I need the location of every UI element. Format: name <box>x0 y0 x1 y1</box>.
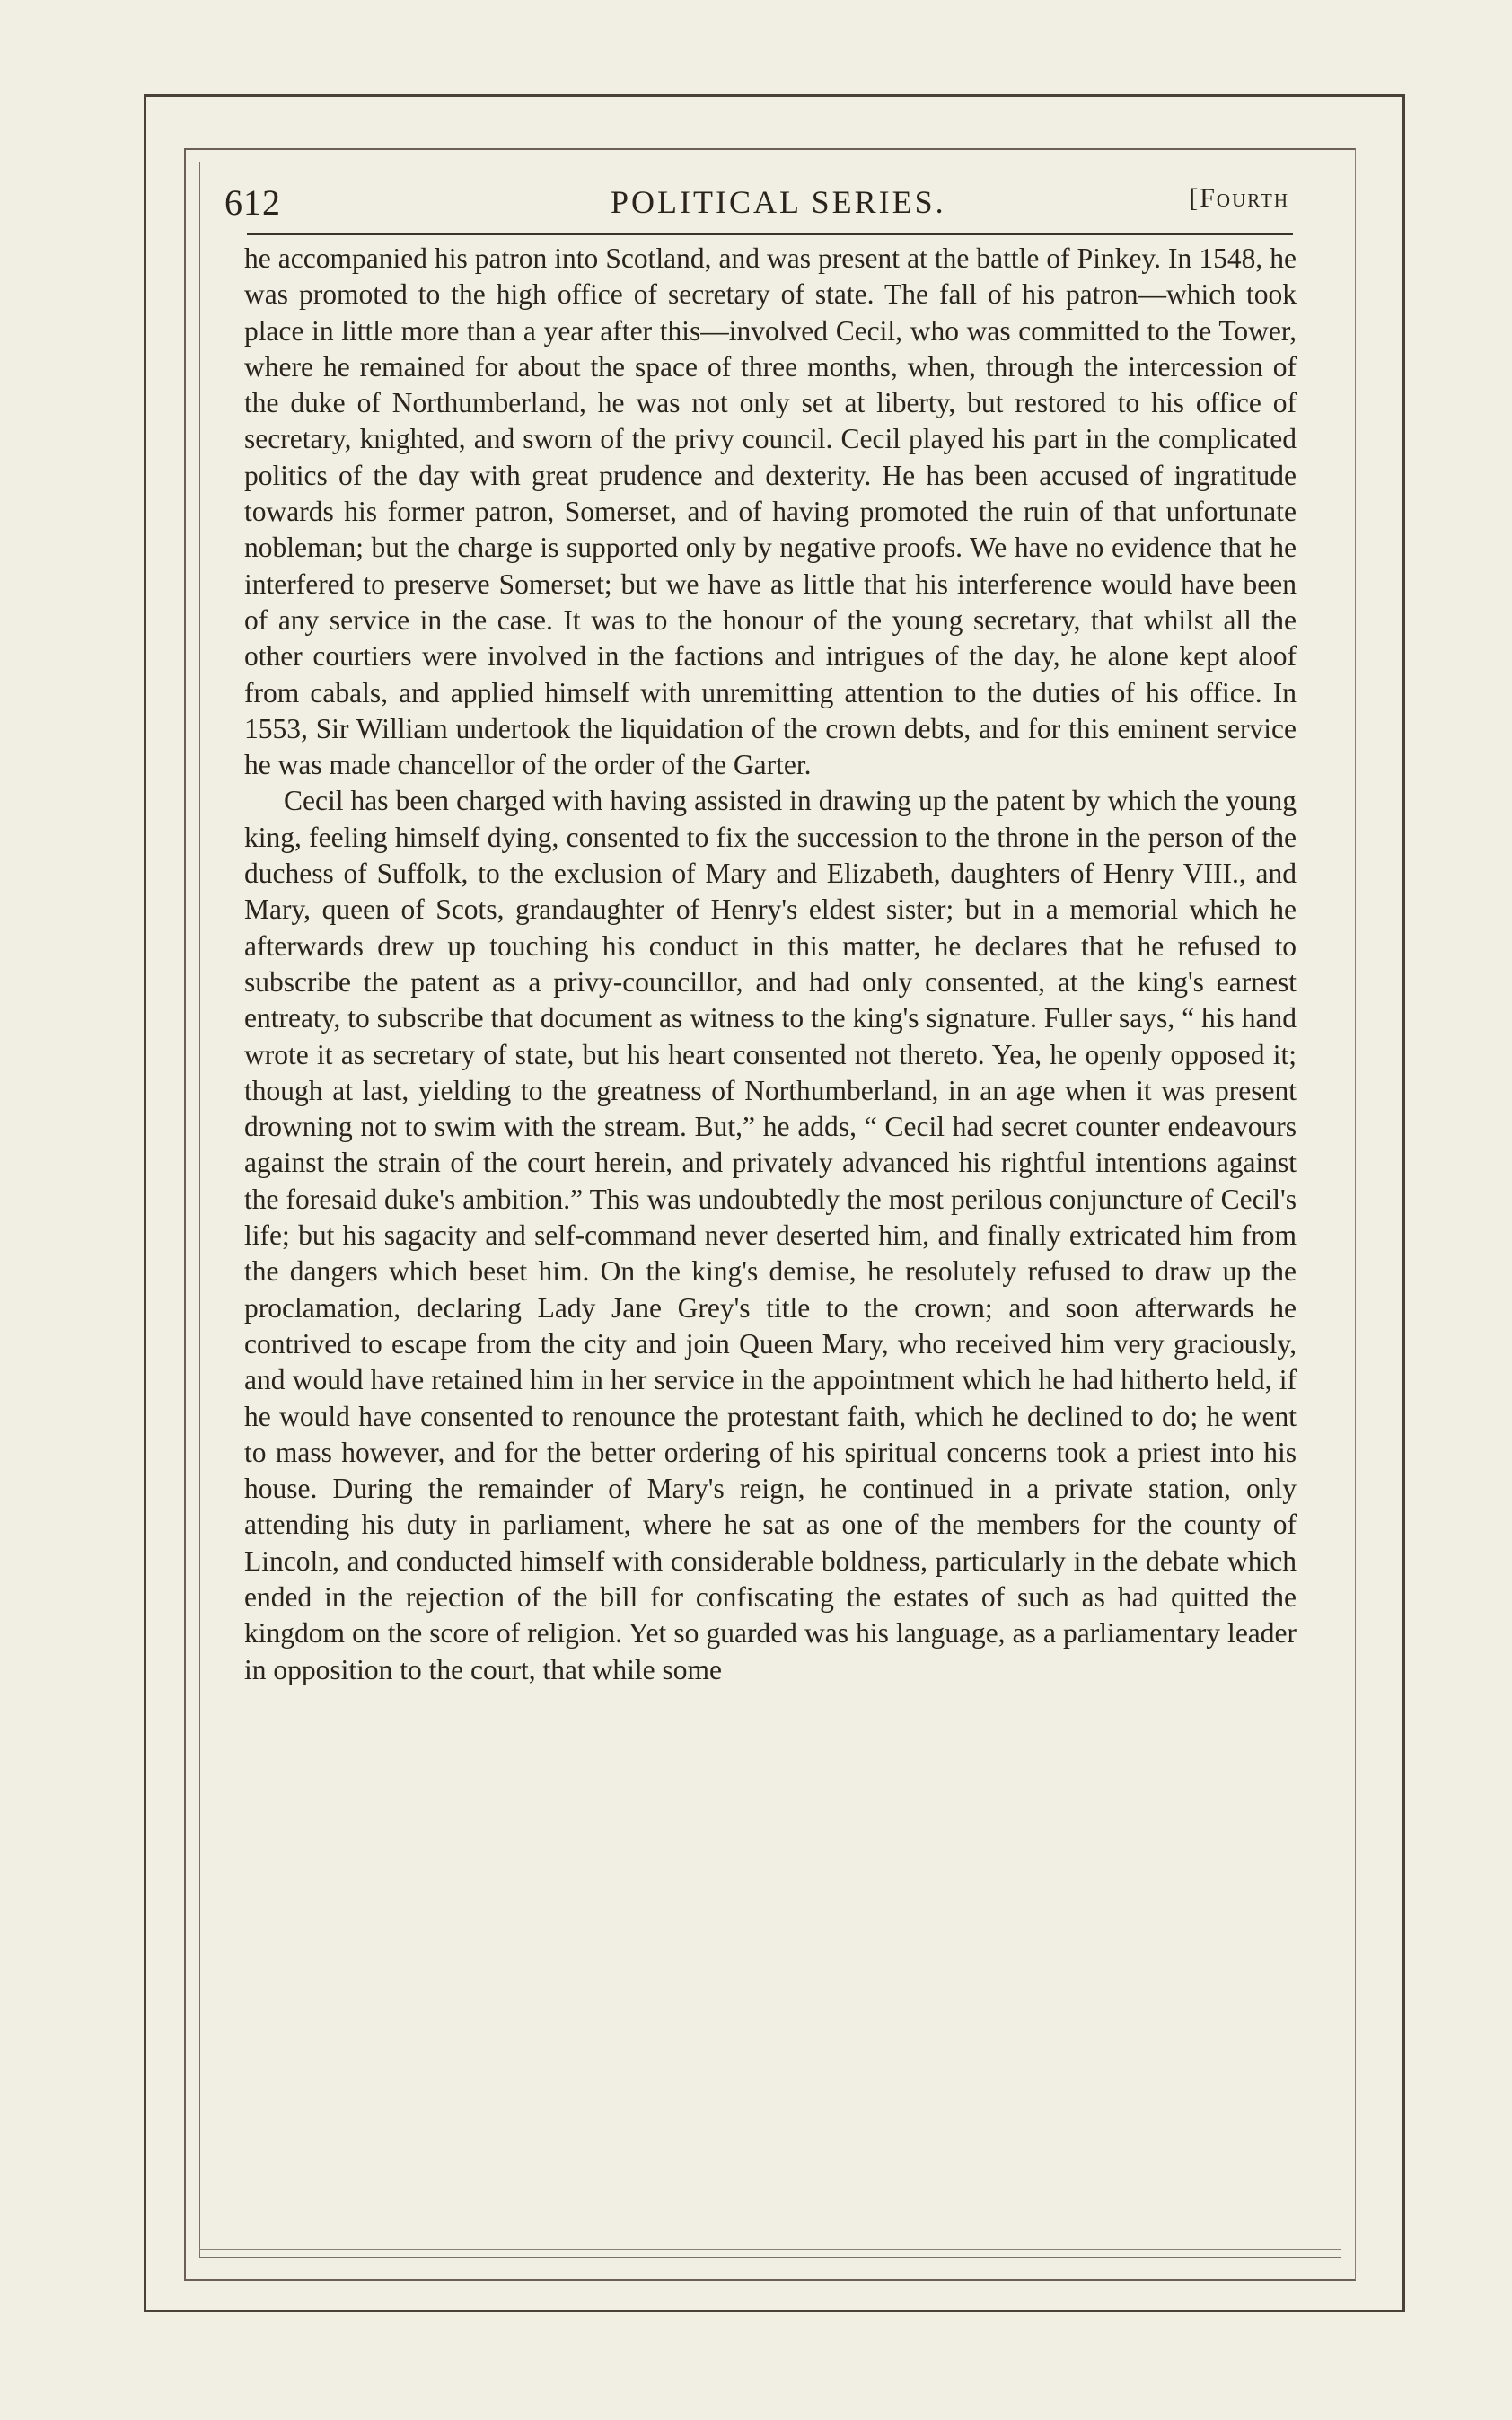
running-title: POLITICAL SERIES. <box>611 184 946 220</box>
section-label: [Fourth <box>1189 183 1289 213</box>
footer-rule <box>199 2249 1341 2250</box>
page-number: 612 <box>224 182 281 223</box>
paragraph-1: he accompanied his patron into Scotland, and was present at the battle of Pinkey. In 1548, he was promoted to the high office of secretary of state. The fall of his patron—which took place in little more than a year after this—involved Cecil, who was committed to the Tower, where he remained for about the space of three months, when, through the intercession of the duke of Northumberland, he was not only set at liberty, but restored to his office of secretary, knighted, and sworn of the privy council. Cecil played his part in the complicated politics of the day with great prudence and dexterity. He has been accused of ingratitude towards his former patron, Somerset, and of having promoted the ruin of that unfortunate nobleman; but the charge is supported only by negative proofs. We have no evidence that he interfered to preserve Somerset; but we have as little that his interference would have been of any service in the case. It was to the honour of the young secretary, that whilst all the other courtiers were involved in the factions and intrigues of the day, he alone kept aloof from cabals, and applied himself with unremitting attention to the duties of his office. In 1553, Sir William undertook the liquidation of the crown debts, and for this eminent service he was made chancellor of the order of the Garter. <box>244 242 1297 781</box>
paragraph-2: Cecil has been charged with having assisted in drawing up the patent by which the young king, feeling himself dying, consented to fix the succession to the throne in the person of the duchess of Suffolk, to the exclusion of Mary and Elizabeth, daughters of Henry VIII., and Mary, queen of Scots, grandaughter of Henry's eldest sister; but in a memorial which he afterwards drew up touching his conduct in this matter, he declares that he refused to subscribe the patent as a privy-councillor, and had only consented, at the king's earnest entreaty, to subscribe that document as witness to the king's signature. Fuller says, “ his hand wrote it as secretary of state, but his heart consented not thereto. Yea, he openly opposed it; though at last, yielding to the greatness of Northumberland, in an age when it was present drowning not to swim with the stream. But,” he adds, “ Cecil had secret counter endeavours against the strain of the court herein, and privately advanced his rightful intentions against the foresaid duke's ambition.” This was undoubtedly the most perilous conjuncture of Cecil's life; but his sagacity and self-command never deserted him, and finally extricated him from the dangers which beset him. On the king's demise, he resolutely refused to draw up the proclamation, declaring Lady Jane Grey's title to the crown; and soon afterwards he contrived to escape from the city and join Queen Mary, who received him very graciously, and would have retained him in her service in the appointment which he had hitherto held, if he would have consented to renounce the protestant faith, which he declined to do; he went to mass however, and for the better ordering of his spiritual concerns took a priest into his house. During the remainder of Mary's reign, he continued in a private station, only attending his duty in parliament, where he sat as one of the members for the county of Lincoln, and conducted himself with considerable boldness, particularly in the debate which ended in the rejection of the bill for confiscating the estates of such as had quitted the kingdom on the score of religion. Yet so guarded was his language, as a parliamentary leader in opposition to the court, that while some <box>244 785 1297 1685</box>
header-rule <box>247 233 1293 235</box>
running-header <box>224 180 1302 226</box>
body-text <box>244 241 1297 2243</box>
